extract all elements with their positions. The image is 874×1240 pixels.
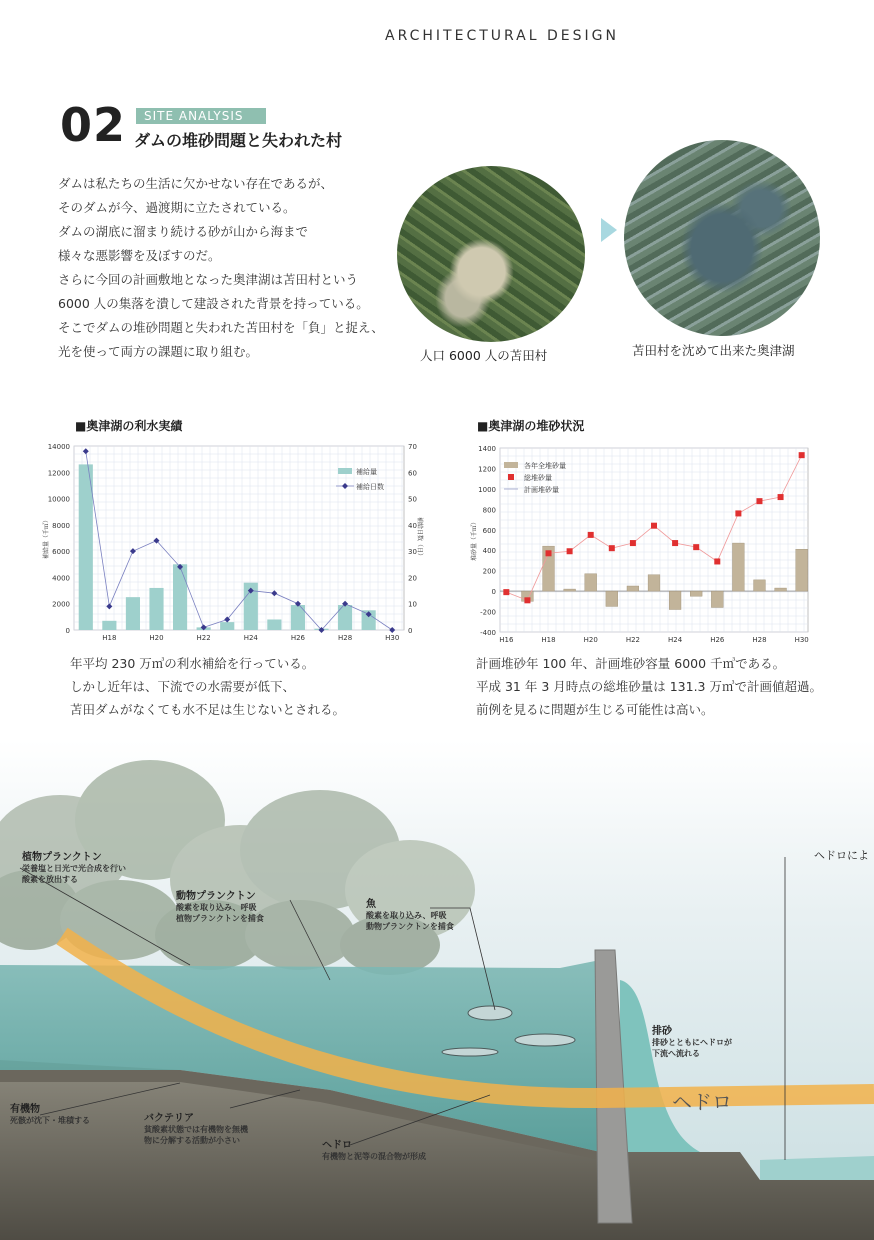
label-phytoplankton: 植物プランクトン 栄養塩と日光で光合成を行い 酸素を放出する (22, 852, 126, 884)
section-illustration (0, 740, 874, 1240)
x-tick-label: H24 (243, 634, 258, 642)
y-tick-label: 1200 (478, 465, 496, 474)
plot-area (74, 446, 404, 630)
x-tick-label: H16 (499, 636, 514, 644)
legend-label: 各年全堆砂量 (524, 462, 566, 470)
water-supply-bar (267, 619, 281, 630)
sediment-bar (648, 575, 660, 591)
y-tick-label: 4000 (52, 574, 70, 583)
x-tick-label: H22 (625, 636, 640, 644)
x-tick-label: H26 (710, 636, 725, 644)
label-bacteria: バクテリア 貧酸素状態では有機物を無機 物に分解する活動が小さい (144, 1113, 248, 1145)
note-line: 苫田ダムがなくても水不足は生じないとされる。 (70, 702, 346, 717)
y-axis-label: 堆砂量（千㎥） (471, 518, 478, 562)
sediment-bar (775, 588, 787, 591)
label-zooplankton: 動物プランクトン 酸素を取り込み、呼吸 植物プランクトンを捕食 (176, 891, 264, 923)
note-line: 平成 31 年 3 月時点の総堆砂量は 131.3 万㎥で計画値超過。 (476, 679, 822, 694)
chart-title-sediment: ■奥津湖の堆砂状況 (477, 419, 585, 433)
downstream-water (760, 1156, 874, 1180)
label-sludge: ヘドロ 有機物と泥等の混合物が形成 (322, 1140, 426, 1161)
y-tick-label: 12000 (47, 469, 70, 478)
total-sediment-point (672, 540, 678, 546)
dam-section-diagram (0, 740, 874, 1240)
y2-tick-label: 10 (408, 600, 417, 609)
y2-tick-label: 50 (408, 495, 417, 504)
total-sediment-point (546, 550, 552, 556)
intro-line: 様々な悪影響を及ぼすのだ。 (58, 248, 221, 263)
y-axis-label: 補給量（千㎥） (43, 516, 50, 560)
x-tick-label: H20 (583, 636, 598, 644)
y-tick-label: -400 (480, 629, 496, 637)
x-tick-label: H18 (541, 636, 556, 644)
water-notes (70, 652, 345, 721)
y-tick-label: 1000 (478, 485, 496, 494)
total-sediment-point (588, 532, 594, 538)
x-tick-label: H22 (196, 634, 211, 642)
x-tick-label: H20 (149, 634, 164, 642)
water-supply-bar (79, 464, 93, 630)
sediment-bar (796, 549, 808, 591)
note-line: 前例を見るに問題が生じる可能性は高い。 (476, 702, 714, 717)
legend-label: 補給量 (356, 468, 377, 476)
intro-line: 6000 人の集落を潰して建設された背景を持っている。 (58, 296, 369, 311)
total-sediment-point (735, 510, 741, 516)
y2-tick-label: 70 (408, 443, 417, 451)
sediment-bar (606, 591, 618, 606)
sediment-bar (690, 591, 702, 596)
note-line: 年平均 230 万㎥の利水補給を行っている。 (70, 656, 315, 671)
section-number: 02 (60, 98, 127, 152)
y-tick-label: 400 (482, 547, 496, 556)
sediment-bar (754, 580, 766, 591)
y-tick-label: 800 (482, 506, 496, 515)
y-tick-label: 0 (491, 588, 496, 597)
x-tick-label: H24 (668, 636, 683, 644)
x-tick-label: H18 (102, 634, 117, 642)
legend-label: 総堆砂量 (524, 474, 552, 482)
label-fish: 魚 酸素を取り込み、呼吸 動物プランクトンを捕食 (366, 899, 454, 931)
note-line: 計画堆砂年 100 年、計画堆砂容量 6000 千㎥である。 (476, 656, 786, 671)
sediment-bar (585, 574, 597, 591)
label-sediment-flush: 排砂 排砂とともにヘドロが 下流へ流れる (652, 1026, 732, 1058)
legend-swatch-bar (338, 468, 352, 474)
legend-swatch-point (508, 474, 514, 480)
y-tick-label: 14000 (47, 443, 70, 451)
note-line: しかし近年は、下流での水需要が低下、 (70, 679, 296, 694)
total-sediment-point (609, 545, 615, 551)
intro-line: ダムの湖底に溜まり続ける砂が山から海まで (58, 224, 309, 239)
y-tick-label: 600 (482, 526, 496, 535)
label-sludge-band: ヘドロ (672, 1090, 732, 1114)
aerial-photo-village (397, 166, 585, 342)
water-supply-bar (102, 621, 116, 630)
x-tick-label: H30 (794, 636, 809, 644)
header-label: ARCHITECTURAL DESIGN (385, 28, 619, 44)
intro-line: さらに今回の計画敷地となった奥津湖は苫田村という (58, 272, 359, 287)
total-sediment-point (778, 494, 784, 500)
section-badge: SITE ANALYSIS (136, 108, 266, 124)
total-sediment-point (630, 540, 636, 546)
sediment-bar (711, 591, 723, 607)
water-supply-bar (126, 597, 140, 630)
y-tick-label: -200 (480, 608, 496, 617)
intro-line: そのダムが今、過渡期に立たされている。 (58, 200, 296, 215)
y-tick-label: 6000 (52, 548, 70, 557)
y2-axis-label: 補給日数（日） (416, 516, 423, 560)
label-organic-matter: 有機物 死骸が沈下・堆積する (10, 1104, 90, 1125)
sediment-bar (669, 591, 681, 609)
sediment-bar (564, 589, 576, 591)
y2-tick-label: 0 (408, 627, 413, 635)
y-tick-label: 10000 (47, 495, 70, 504)
aerial-photo-lake (624, 140, 820, 336)
legend-label: 計画堆砂量 (524, 486, 559, 494)
x-tick-label: H30 (385, 634, 400, 642)
water-supply-bar (220, 622, 234, 630)
total-sediment-point (567, 548, 573, 554)
y-tick-label: 8000 (52, 521, 70, 530)
y2-tick-label: 20 (408, 574, 417, 583)
section-title: ダムの堆砂問題と失われた村 (134, 131, 343, 150)
total-sediment-point (524, 597, 530, 603)
chart-water-supply (40, 440, 423, 645)
y-tick-label: 0 (65, 627, 70, 635)
intro-line: ダムは私たちの生活に欠かせない存在であるが、 (58, 176, 334, 191)
photo-caption-after: 苫田村を沈めて出来た奥津湖 (632, 343, 795, 358)
x-tick-label: H26 (290, 634, 306, 642)
y2-tick-label: 30 (408, 548, 417, 557)
y2-tick-label: 40 (408, 521, 417, 530)
y-tick-label: 2000 (52, 600, 70, 609)
total-sediment-point (756, 498, 762, 504)
intro-line: そこでダムの堆砂問題と失われた苫田村を「負」と捉え、 (58, 320, 384, 335)
y-tick-label: 200 (482, 567, 496, 576)
chart-title-water: ■奥津湖の利水実績 (75, 419, 183, 433)
y-tick-label: 1400 (478, 445, 496, 453)
total-sediment-point (693, 544, 699, 550)
sediment-notes (476, 652, 822, 721)
sediment-bar (627, 586, 639, 591)
chart-sediment (470, 440, 820, 645)
x-tick-label: H28 (337, 634, 353, 642)
total-sediment-point (503, 589, 509, 595)
water-supply-bar (173, 564, 187, 630)
sediment-bar (732, 543, 744, 591)
legend-label: 補給日数 (356, 483, 384, 491)
y2-tick-label: 60 (408, 469, 417, 478)
water-supply-bar (149, 588, 163, 630)
photo-caption-before: 人口 6000 人の苫田村 (420, 348, 548, 363)
total-sediment-point (714, 558, 720, 564)
legend-swatch-bar (504, 462, 518, 468)
label-right-note: ヘドロによ (814, 849, 869, 862)
x-tick-label: H28 (752, 636, 767, 644)
total-sediment-point (799, 452, 805, 458)
intro-line: 光を使って両方の課題に取り組む。 (58, 344, 259, 359)
arrow-right-icon (601, 218, 617, 242)
intro-text (58, 172, 408, 364)
total-sediment-point (651, 523, 657, 529)
